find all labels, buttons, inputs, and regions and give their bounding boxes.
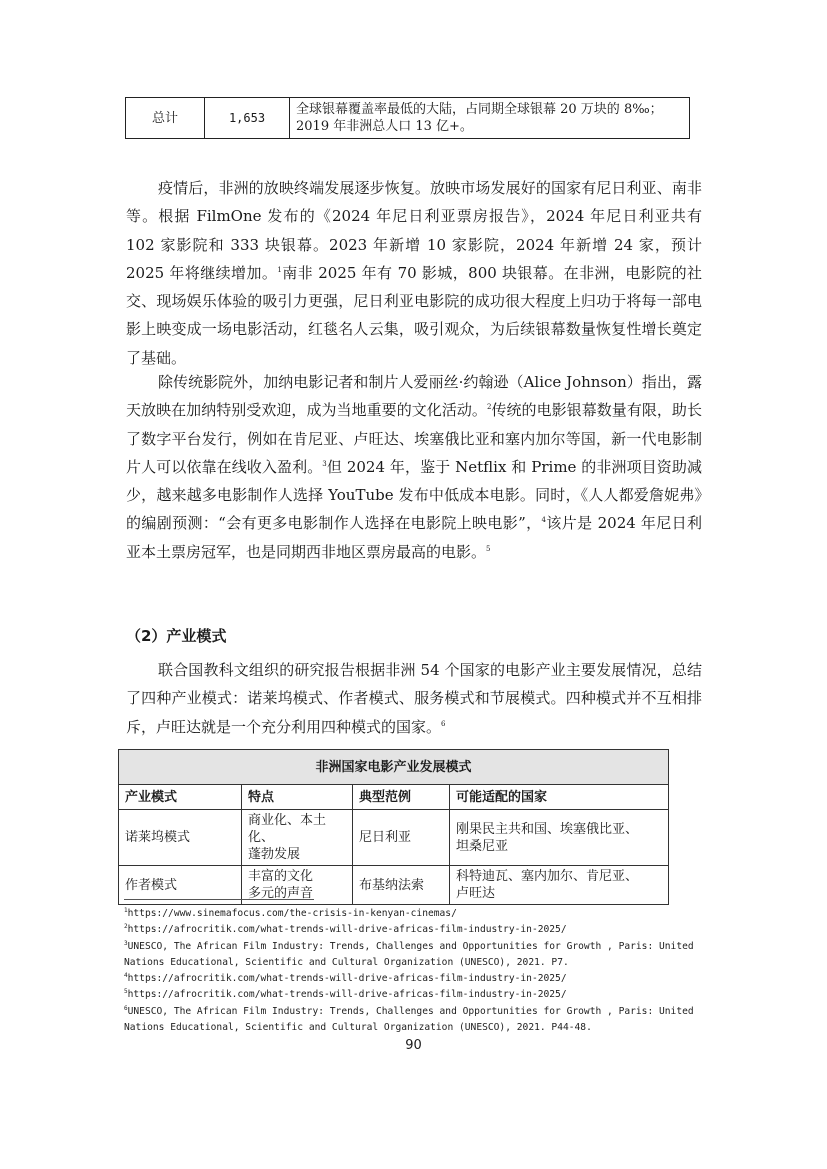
total-label: 总计 bbox=[126, 98, 205, 139]
section-heading: （2）产业模式 bbox=[126, 627, 227, 645]
countries-line: 坦桑尼亚 bbox=[456, 838, 509, 854]
footnote-item bbox=[124, 971, 714, 987]
paragraph-screening-recovery bbox=[126, 174, 702, 372]
feature-line: 蓬勃发展 bbox=[248, 847, 301, 862]
summary-table bbox=[125, 97, 690, 139]
footnote-item bbox=[124, 939, 714, 972]
column-header: 可能适配的国家 bbox=[450, 785, 669, 810]
countries-line: 刚果民主共和国、埃塞俄比亚、 bbox=[456, 821, 639, 837]
paragraph-text: 南非 2025 年有 70 影城，800 块银幕。在非洲，电影院的社交、现场娱乐体验的吸引力更强，尼日利亚电影院的成功很大程度上归功于将每一部电影上映变成一场电影活动，红毯名人云集，吸引观众，为后续银幕数量恢复性增长奠定了基础。 bbox=[126, 263, 703, 367]
footnote-ref-6[interactable]: 6 bbox=[441, 719, 446, 728]
footnote-item bbox=[124, 922, 714, 938]
countries-cell bbox=[450, 810, 669, 866]
footnote-number: 4 bbox=[124, 972, 128, 979]
footnote-ref-2[interactable]: 2 bbox=[486, 403, 492, 412]
industry-model-table bbox=[118, 749, 669, 905]
footnote-link[interactable]: https://afrocritik.com/what-trends-will-drive-africas-film-industry-in-2025/ bbox=[127, 924, 567, 936]
column-header: 特点 bbox=[242, 785, 353, 810]
table-header-row bbox=[119, 785, 669, 810]
feature-line: 丰富的文化 bbox=[248, 869, 314, 884]
example-cell: 布基纳法索 bbox=[353, 866, 450, 905]
footnote-number: 3 bbox=[124, 939, 128, 947]
paragraph-text: 联合国教科文组织的研究报告根据非洲 54 个国家的电影产业主要发展情况，总结了四种产业模式：诺莱坞模式、作者模式、服务模式和节展模式。四种模式并不互相排斥，卢旺达就是一个充分利用四种模式的国家。 bbox=[126, 661, 702, 736]
table-caption: 非洲国家电影产业发展模式 bbox=[119, 750, 669, 785]
footnote-link[interactable]: https://afrocritik.com/what-trends-will-drive-africas-film-industry-in-2025/ bbox=[127, 989, 567, 1001]
column-header: 产业模式 bbox=[119, 785, 242, 810]
model-cell: 作者模式 bbox=[119, 866, 242, 905]
total-note-line: 全球银幕覆盖率最低的大陆，占同期全球银幕 20 万块的 8‰； bbox=[296, 102, 663, 117]
footnote-ref-5[interactable]: 5 bbox=[486, 544, 491, 553]
paragraph-text: 但 2024 年，鉴于 Netflix 和 Prime 的非洲项目资助减少，越来越多电影制作人选择 YouTube 发布中低成本电影。同时，《人人都爱詹妮弗》的编剧预测：“会有更多电影制作人选择在电影院上映电影”， bbox=[126, 457, 702, 533]
footnote-item bbox=[124, 1004, 714, 1037]
footnote-link[interactable]: https://www.sinemafocus.com/the-crisis-in-kenyan-cinemas/ bbox=[127, 908, 457, 919]
feature-line: 多元的声音 bbox=[248, 886, 314, 901]
footnote-list bbox=[124, 906, 714, 1036]
table-row bbox=[126, 98, 690, 139]
countries-cell bbox=[450, 866, 669, 905]
example-cell: 尼日利亚 bbox=[353, 810, 450, 866]
total-note-line: 2019 年非洲总人口 13 亿+。 bbox=[296, 119, 473, 134]
column-header: 典型范例 bbox=[353, 785, 450, 810]
table-caption-row bbox=[119, 750, 669, 785]
footnote-item bbox=[124, 906, 714, 922]
feature-line: 商业化、本土化、 bbox=[248, 813, 327, 845]
paragraph-industry-models bbox=[126, 656, 702, 741]
countries-line: 科特迪瓦、塞内加尔、肯尼亚、 bbox=[456, 869, 639, 884]
total-value: 1,653 bbox=[205, 98, 290, 139]
footnote-ref-1[interactable]: 1 bbox=[277, 265, 282, 274]
paragraph-text: 该片是 2024 年尼日利亚本土票房冠军，也是同期西非地区票房最高的电影。 bbox=[126, 514, 703, 561]
footnote-item bbox=[124, 987, 714, 1003]
total-note bbox=[290, 98, 690, 139]
footnote-link[interactable]: https://afrocritik.com/what-trends-will-drive-africas-film-industry-in-2025/ bbox=[127, 973, 567, 985]
footnote-number: 1 bbox=[124, 906, 128, 914]
paragraph-text: 疫情后，非洲的放映终端发展逐步恢复。放映市场发展好的国家有尼日利亚、南非等。根据 FilmOne 发布的《2024 年尼日利亚票房报告》，2024 年尼日利亚共有 102 家影院和 333 块银幕。2023 年新增 10 家影院，2024 年新增 24 家，预计 2025 年将继续增加。 bbox=[126, 179, 702, 282]
model-cell: 诺莱坞模式 bbox=[119, 810, 242, 866]
footnote-divider bbox=[124, 899, 314, 900]
footnote-number: 5 bbox=[124, 988, 128, 996]
paragraph-text: 除传统影院外，加纳电影记者和制片人爱丽丝·约翰逊（Alice Johnson）指出，露天放映在加纳特别受欢迎，成为当地重要的文化活动。 bbox=[126, 373, 702, 420]
footnote-number: 6 bbox=[124, 1004, 128, 1012]
footnote-text: UNESCO, The African Film Industry: Trends, Challenges and Opportunities for Growth , Paris: United Nations Educational, Scientific and Cultural Organization (UNESCO), 2021. P7. bbox=[124, 940, 694, 968]
footnote-ref-3[interactable]: 3 bbox=[322, 459, 327, 468]
paragraph-text: 传统的电影银幕数量有限，助长了数字平台发行，例如在肯尼亚、卢旺达、埃塞俄比亚和塞内加尔等国，新一代电影制片人可以依靠在线收入盈利。 bbox=[126, 401, 702, 476]
footnote-number: 2 bbox=[124, 923, 128, 931]
page-number: 90 bbox=[405, 1038, 422, 1053]
feature-cell bbox=[242, 810, 353, 866]
table-row bbox=[119, 810, 669, 866]
footnote-text: UNESCO, The African Film Industry: Trends, Challenges and Opportunities for Growth , Paris: United Nations Educational, Scientific and Cultural Organization (UNESCO), 2021. P44-48. bbox=[124, 1005, 694, 1034]
footnote-ref-4[interactable]: 4 bbox=[541, 516, 547, 525]
countries-line: 卢旺达 bbox=[456, 886, 496, 901]
paragraph-open-air-screening bbox=[126, 368, 702, 566]
